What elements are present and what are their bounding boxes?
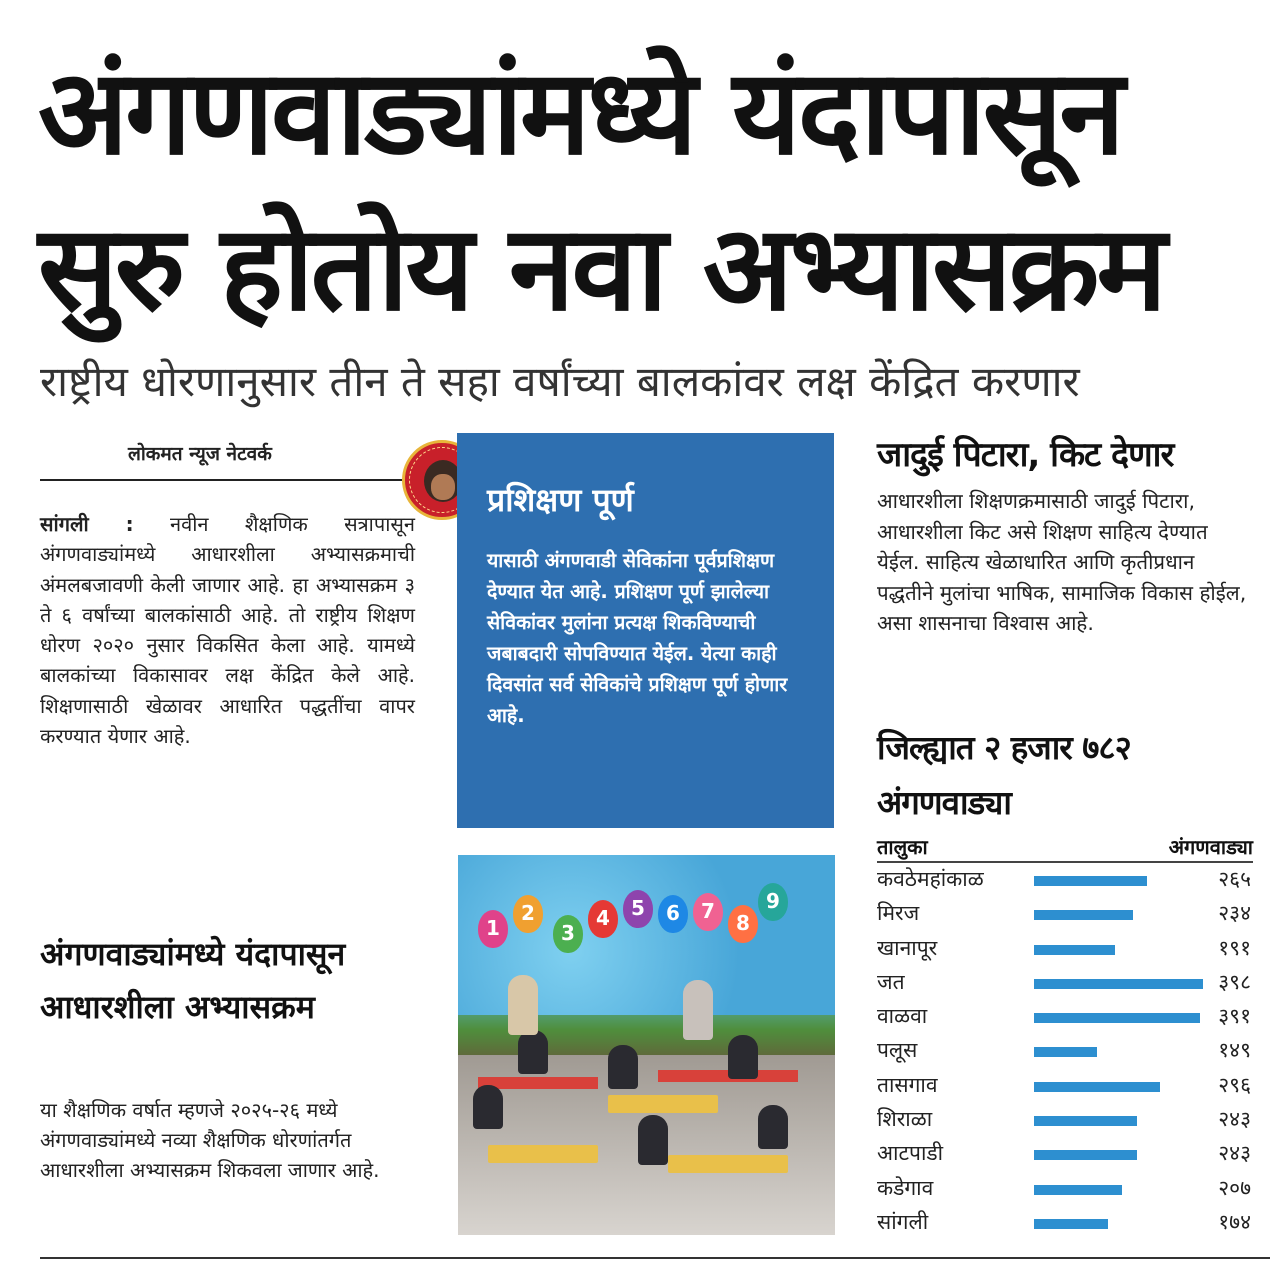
count-bar xyxy=(1034,1150,1137,1160)
taluka-name: सांगली xyxy=(877,1209,929,1234)
subheadline: राष्ट्रीय धोरणानुसार तीन ते सहा वर्षांच्या बालकांवर लक्ष केंद्रित करणार xyxy=(40,357,1080,406)
taluka-column-header: तालुका xyxy=(877,835,928,859)
district-heading: जिल्ह्यात २ हजार ७८२ अंगणवाड्या xyxy=(877,728,1131,822)
count-value: २९६ xyxy=(1218,1072,1251,1097)
kit-body: आधारशीला शिक्षणक्रमासाठी जादुई पिटारा, आधारशीला किट असे शिक्षण साहित्य देण्यात येईल. साहित्य खेळाधारित आणि कृतीप्रधान पद्धतीने मुलांचा भाषिक, सामाजिक विकास होईल, असा शासनाचा विश्वास आहे. xyxy=(877,489,1247,635)
taluka-name: कडेगाव xyxy=(877,1175,934,1200)
photo-teacher xyxy=(508,975,538,1035)
number-balloon: 7 xyxy=(693,893,723,931)
count-bar xyxy=(1034,1185,1122,1195)
section2-heading: अंगणवाड्यांमध्ये यंदापासून आधारशीला अभ्यासक्रम xyxy=(40,935,346,1026)
taluka-name: आटपाडी xyxy=(877,1141,944,1166)
table-row xyxy=(877,1206,1253,1240)
headline-line-2: सुरु होतोय नवा अभ्यासक्रम xyxy=(38,199,1164,337)
table-row xyxy=(877,966,1253,1000)
photo-table xyxy=(488,1145,598,1163)
photo-child xyxy=(518,1030,548,1074)
taluka-name: जत xyxy=(877,969,905,994)
count-bar xyxy=(1034,876,1147,886)
taluka-name: मिरज xyxy=(877,901,920,926)
count-bar xyxy=(1034,1047,1097,1057)
photo-teacher xyxy=(683,980,713,1040)
number-balloon: 9 xyxy=(758,883,788,921)
photo-table xyxy=(608,1095,718,1113)
number-balloon: 6 xyxy=(658,895,688,933)
number-balloon: 2 xyxy=(513,895,543,933)
section2-body: या शैक्षणिक वर्षात म्हणजे २०२५-२६ मध्ये अंगणवाड्यांमध्ये नव्या शैक्षणिक धोरणांतर्गत आधारशीला अभ्यासक्रम शिकवला जाणार आहे. xyxy=(40,1098,380,1182)
count-bar xyxy=(1034,910,1133,920)
photo-child xyxy=(728,1035,758,1079)
count-value: १९१ xyxy=(1218,935,1251,960)
table-row xyxy=(877,1137,1253,1171)
count-value: २६५ xyxy=(1218,867,1251,891)
count-value: २३४ xyxy=(1218,901,1251,926)
table-row xyxy=(877,1034,1253,1068)
photo-table xyxy=(668,1155,788,1173)
article-dateline: सांगली : xyxy=(40,512,134,536)
article-text: नवीन शैक्षणिक सत्रापासून अंगणवाड्यांमध्ये आधारशीला अभ्यासक्रमाची अंमलबजावणी केली जाणार आहे. हा अभ्यासक्रम ३ ते ६ वर्षांच्या बालकांसाठी आहे. तो राष्ट्रीय शिक्षण धोरण २०२० नुसार विकसित केला आहे. यामध्ये बालकांच्या विकासावर लक्ष केंद्रित केले आहे. शिक्षणासाठी खेळावर आधारित पद्धतींचा वापर करण्यात येणार आहे. xyxy=(40,512,415,749)
count-bar xyxy=(1034,1116,1137,1126)
taluka-name: शिराळा xyxy=(877,1107,933,1132)
photo-child xyxy=(638,1115,668,1165)
taluka-name: पलूस xyxy=(877,1038,918,1063)
photo-child xyxy=(608,1045,638,1089)
kit-heading: जादुई पिटारा, किट देणार xyxy=(877,435,1174,475)
training-box-body: यासाठी अंगणवाडी सेविकांना पूर्वप्रशिक्षण देण्यात येत आहे. प्रशिक्षण पूर्ण झालेल्या सेविकांवर मुलांना प्रत्यक्ष शिकविण्याची जबाबदारी सोपविण्यात येईल. येत्या काही दिवसांत सर्व सेविकांचे प्रशिक्षण पूर्ण होणार आहे. xyxy=(487,549,788,727)
taluka-name: तासगाव xyxy=(877,1072,938,1097)
byline-rule xyxy=(40,479,415,481)
number-balloon: 4 xyxy=(588,900,618,938)
training-box-title: प्रशिक्षण पूर्ण xyxy=(487,481,634,519)
count-bar xyxy=(1034,1219,1108,1229)
number-balloon: 5 xyxy=(623,890,653,928)
count-value: २०७ xyxy=(1218,1175,1251,1200)
article-body xyxy=(40,509,415,751)
count-value: ३९८ xyxy=(1218,969,1251,994)
table-row xyxy=(877,932,1253,966)
number-balloon: 3 xyxy=(553,915,583,953)
classroom-photo xyxy=(458,855,835,1235)
number-balloon: 1 xyxy=(478,910,508,948)
table-row xyxy=(877,1000,1253,1034)
count-bar xyxy=(1034,945,1115,955)
taluka-name: वाळवा xyxy=(877,1004,928,1029)
count-value: २४३ xyxy=(1218,1107,1251,1132)
table-row xyxy=(877,897,1253,931)
count-column-header: अंगणवाड्या xyxy=(1168,835,1253,859)
count-bar xyxy=(1034,979,1203,989)
taluka-name: कवठेमहांकाळ xyxy=(877,867,984,891)
bottom-rule xyxy=(40,1257,1270,1259)
photo-child xyxy=(473,1085,503,1129)
byline: लोकमत न्यूज नेटवर्क xyxy=(128,443,272,465)
count-value: ३९१ xyxy=(1218,1004,1251,1029)
training-box xyxy=(457,433,834,828)
table-header xyxy=(877,833,1253,863)
table-row xyxy=(877,863,1253,897)
number-balloon: 8 xyxy=(728,905,758,943)
count-value: १४९ xyxy=(1218,1038,1251,1063)
table-row xyxy=(877,1103,1253,1137)
headline-line-1: अंगणवाड्यांमध्ये यंदापासून xyxy=(38,43,1122,181)
table-rows xyxy=(877,863,1253,1240)
count-bar xyxy=(1034,1082,1160,1092)
photo-child xyxy=(758,1105,788,1149)
taluka-name: खानापूर xyxy=(877,935,938,960)
anganwadi-table xyxy=(877,833,1253,1240)
table-row xyxy=(877,1172,1253,1206)
count-value: २४३ xyxy=(1218,1141,1251,1166)
count-value: १७४ xyxy=(1218,1209,1251,1234)
count-bar xyxy=(1034,1013,1200,1023)
table-row xyxy=(877,1069,1253,1103)
